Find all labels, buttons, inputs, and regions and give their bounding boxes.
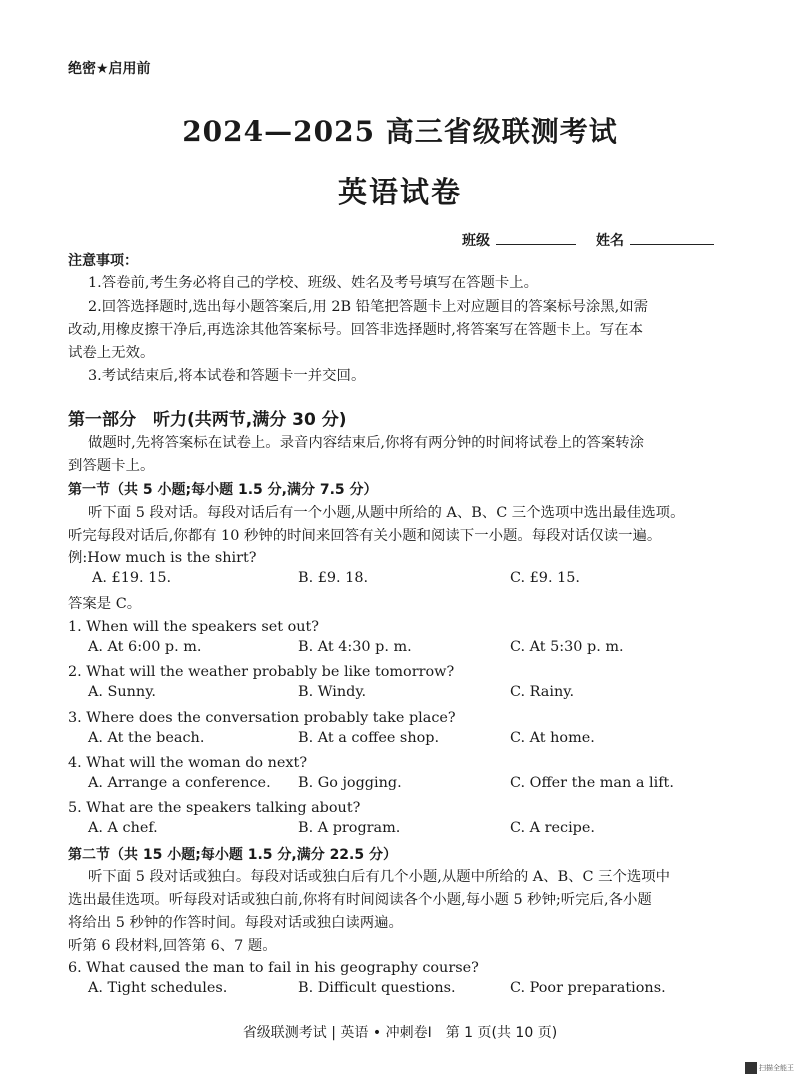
example-option-c: C. £9. 15.	[510, 570, 580, 586]
question: 6. What caused the man to fail in his geography course?	[68, 960, 479, 976]
material-instruction: 听第 6 段材料,回答第 6、7 题。	[68, 938, 277, 954]
section1-heading: 第一节（共 5 小题;每小题 1.5 分,满分 7.5 分）	[68, 482, 378, 498]
section1-intro: 听下面 5 段对话。每段对话后有一个小题,从题中所给的 A、B、C 三个选项中选出最佳选项。	[88, 505, 685, 521]
question: 3. Where does the conversation probably take place?	[68, 710, 456, 726]
example-option-b: B. £9. 18.	[298, 570, 369, 586]
option-b: B. At a coffee shop.	[298, 730, 440, 746]
option-c: C. Rainy.	[510, 684, 575, 700]
notice-item: 2.回答选择题时,选出每小题答案后,用 2B 铅笔把答题卡上对应题目的答案标号涂黑,如需	[88, 299, 649, 315]
student-info-row	[462, 230, 714, 250]
option-c: C. Offer the man a lift.	[510, 775, 674, 791]
option-a: A. Tight schedules.	[88, 980, 228, 996]
option-a: A. Arrange a conference.	[88, 775, 271, 791]
class-label: 班级	[462, 233, 490, 249]
option-b: B. A program.	[298, 820, 401, 836]
part1-intro: 做题时,先将答案标在试卷上。录音内容结束后,你将有两分钟的时间将试卷上的答案转涂	[88, 435, 644, 451]
option-c: C. Poor preparations.	[510, 980, 666, 996]
page-footer: 省级联测考试 | 英语 • 冲刺卷Ⅰ 第 1 页(共 10 页)	[242, 1025, 558, 1041]
exam-title: 2024—2025 高三省级联测考试	[182, 115, 618, 148]
section2-intro: 将给出 5 秒钟的作答时间。每段对话或独白读两遍。	[68, 915, 403, 931]
name-blank	[630, 230, 714, 245]
confidential-label: 绝密★启用前	[68, 61, 151, 77]
notice-heading: 注意事项：	[68, 253, 138, 269]
qr-code-icon	[745, 1062, 757, 1074]
option-a: A. Sunny.	[88, 684, 156, 700]
question: 1. When will the speakers set out?	[68, 619, 320, 635]
question: 2. What will the weather probably be like tomorrow?	[68, 664, 455, 680]
class-blank	[496, 230, 576, 245]
option-b: B. At 4:30 p. m.	[298, 639, 412, 655]
notice-item: 改动,用橡皮擦干净后,再选涂其他答案标号。回答非选择题时,将答案写在答题卡上。写在本	[68, 322, 643, 338]
name-label: 姓名	[596, 233, 624, 249]
option-a: A. A chef.	[88, 820, 158, 836]
scanner-watermark	[745, 1062, 794, 1074]
question: 4. What will the woman do next?	[68, 755, 308, 771]
part1-intro: 到答题卡上。	[68, 458, 155, 474]
option-c: C. At home.	[510, 730, 595, 746]
section2-intro: 选出最佳选项。听每段对话或独白前,你将有时间阅读各个小题,每小题 5 秒钟;听完后,各小题	[68, 892, 652, 908]
option-b: B. Difficult questions.	[298, 980, 456, 996]
question: 5. What are the speakers talking about?	[68, 800, 361, 816]
section1-intro: 听完每段对话后,你都有 10 秒钟的时间来回答有关小题和阅读下一小题。每段对话仅读一遍。	[68, 528, 662, 544]
option-b: B. Go jogging.	[298, 775, 402, 791]
section2-heading: 第二节（共 15 小题;每小题 1.5 分,满分 22.5 分）	[68, 847, 397, 863]
option-c: C. At 5:30 p. m.	[510, 639, 624, 655]
section2-intro: 听下面 5 段对话或独白。每段对话或独白后有几个小题,从题中所给的 A、B、C 三个选项中	[88, 869, 671, 885]
notice-item: 3.考试结束后,将本试卷和答题卡一并交回。	[88, 368, 366, 384]
example-answer: 答案是 C。	[68, 596, 142, 612]
notice-item: 1.答卷前,考生务必将自己的学校、班级、姓名及考号填写在答题卡上。	[88, 275, 539, 291]
example-option-a: A. £19. 15.	[92, 570, 172, 586]
watermark-text: 扫描全能王	[759, 1064, 794, 1072]
option-a: A. At the beach.	[88, 730, 205, 746]
exam-subtitle: 英语试卷	[337, 175, 462, 209]
part1-heading: 第一部分 听力(共两节,满分 30 分)	[68, 410, 347, 430]
notice-item: 试卷上无效。	[68, 345, 155, 361]
option-b: B. Windy.	[298, 684, 367, 700]
option-c: C. A recipe.	[510, 820, 595, 836]
option-a: A. At 6:00 p. m.	[88, 639, 202, 655]
example-question: 例:How much is the shirt?	[68, 550, 257, 566]
